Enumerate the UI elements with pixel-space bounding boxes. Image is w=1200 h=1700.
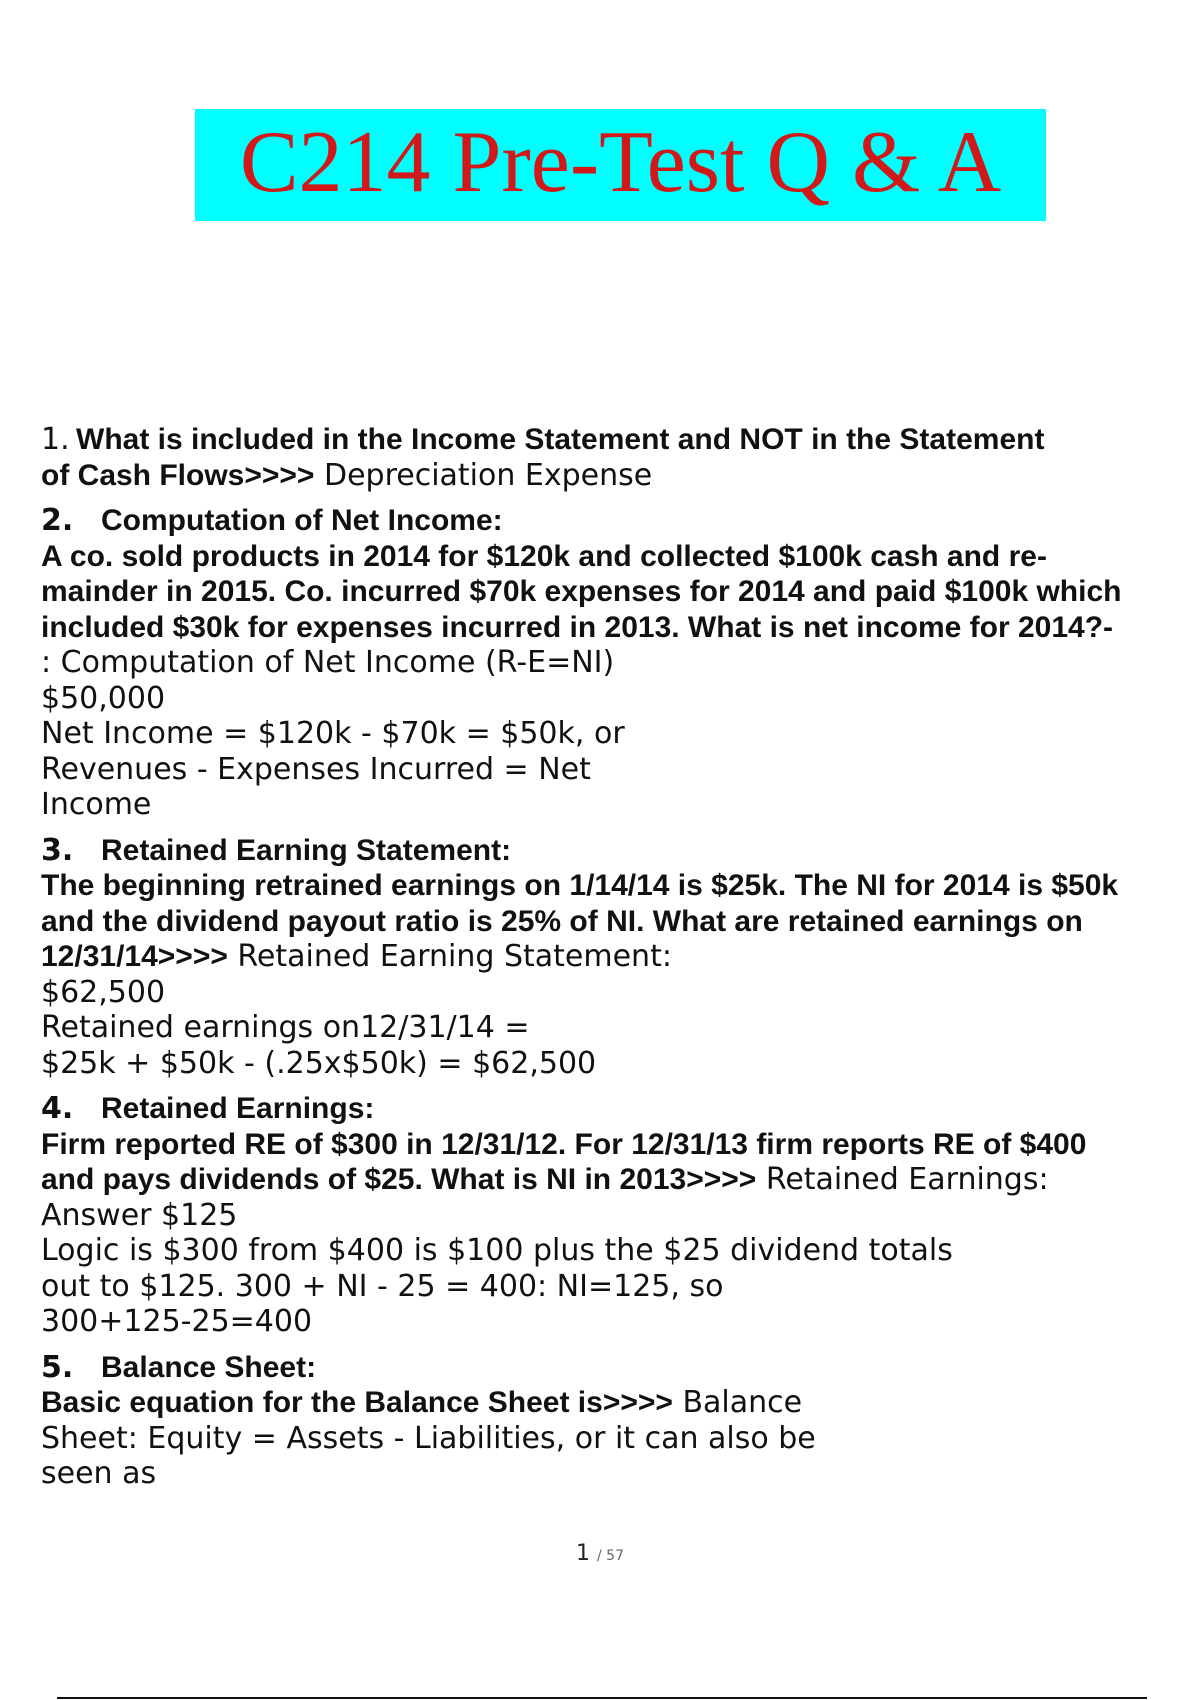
question-1-line-2 (41, 458, 1191, 494)
bottom-divider (57, 1697, 1147, 1699)
question-2-number: 2. (41, 503, 74, 538)
question-2-heading: Computation of Net Income: (101, 504, 503, 537)
question-5-number: 5. (41, 1349, 74, 1385)
qa-content (41, 422, 1191, 1492)
question-4-text-2: and pays dividends of $25. What is NI in 2013>>>> (41, 1163, 757, 1196)
question-4-line-2 (41, 1162, 1191, 1198)
answer-2-line-4: Revenues - Expenses Incurred = Net (41, 751, 591, 787)
question-4-text-1: Firm reported RE of $300 in 12/31/12. For 12/31/13 firm reports RE of $400 (41, 1127, 1087, 1161)
answer-2-line-2: $50,000 (41, 680, 166, 716)
question-2-text-2: mainder in 2015. Co. incurred $70k expenses for 2014 and paid $100k which (41, 575, 1122, 608)
page-indicator (0, 1541, 1200, 1566)
current-page-number: 1 (576, 1541, 590, 1566)
question-1-number: 1. (41, 422, 70, 457)
question-4-heading: Retained Earnings: (101, 1092, 375, 1125)
question-5-heading-line (41, 1350, 1191, 1386)
question-5-line-1 (41, 1385, 1191, 1421)
question-2-heading-line (41, 503, 1191, 539)
answer-5-line-3: seen as (41, 1456, 157, 1491)
answer-1-text: Depreciation Expense (314, 457, 653, 493)
question-4-heading-line (41, 1091, 1191, 1127)
answer-3-line-3: Retained earnings on12/31/14 = (41, 1010, 530, 1045)
answer-4-line-5: 300+125-25=400 (41, 1304, 313, 1339)
answer-4-line-3: Logic is $300 from $400 is $100 plus the $25 dividend totals (41, 1233, 953, 1268)
answer-3-line-4: $25k + $50k - (.25x$50k) = $62,500 (41, 1045, 597, 1081)
question-3-heading-line (41, 833, 1191, 869)
answer-2-line-1: : Computation of Net Income (R-E=NI) (41, 645, 615, 680)
question-2 (41, 503, 1191, 823)
title-banner (195, 109, 1046, 221)
document-title: C214 Pre-Test Q & A (239, 114, 1002, 211)
question-3-text-3: 12/31/14>>>> (41, 940, 228, 973)
question-1-text-1: What is included in the Income Statement and NOT in the Statement (76, 423, 1045, 456)
question-1 (41, 422, 1191, 493)
question-3 (41, 833, 1191, 1082)
answer-3-line-2: $62,500 (41, 974, 166, 1010)
answer-2-line-5: Income (41, 787, 152, 822)
total-pages: / 57 (597, 1548, 624, 1564)
answer-4-line-1: Retained Earnings: (756, 1162, 1049, 1197)
answer-5-line-2: Sheet: Equity = Assets - Liabilities, or it can also be (41, 1420, 816, 1456)
question-1-text-2: of Cash Flows>>>> (41, 458, 315, 492)
answer-3-line-1: Retained Earning Statement: (227, 939, 672, 974)
answer-4-line-2: Answer $125 (41, 1197, 238, 1233)
answer-2-line-3: Net Income = $120k - $70k = $50k, or (41, 716, 625, 751)
question-2-text-3: included $30k for expenses incurred in 2013. What is net income for 2014?- (41, 610, 1114, 644)
question-4-number: 4. (41, 1091, 74, 1126)
question-2-text-1: A co. sold products in 2014 for $120k and collected $100k cash and re- (41, 539, 1047, 573)
question-3-heading: Retained Earning Statement: (101, 833, 512, 867)
question-5 (41, 1350, 1191, 1492)
question-5-text-1: Basic equation for the Balance Sheet is>>>> (41, 1386, 673, 1419)
answer-5-line-1: Balance (672, 1385, 803, 1420)
question-3-text-2: and the dividend payout ratio is 25% of NI. What are retained earnings on (41, 904, 1083, 938)
answer-4-line-4: out to $125. 300 + NI - 25 = 400: NI=125, so (41, 1268, 724, 1304)
question-3-line-3 (41, 939, 1191, 975)
question-1-line-1 (41, 422, 1191, 458)
question-5-heading: Balance Sheet: (101, 1350, 317, 1384)
question-3-number: 3. (41, 832, 74, 868)
question-3-text-1: The beginning retrained earnings on 1/14/14 is $25k. The NI for 2014 is $50k (41, 869, 1119, 902)
question-4 (41, 1091, 1191, 1340)
